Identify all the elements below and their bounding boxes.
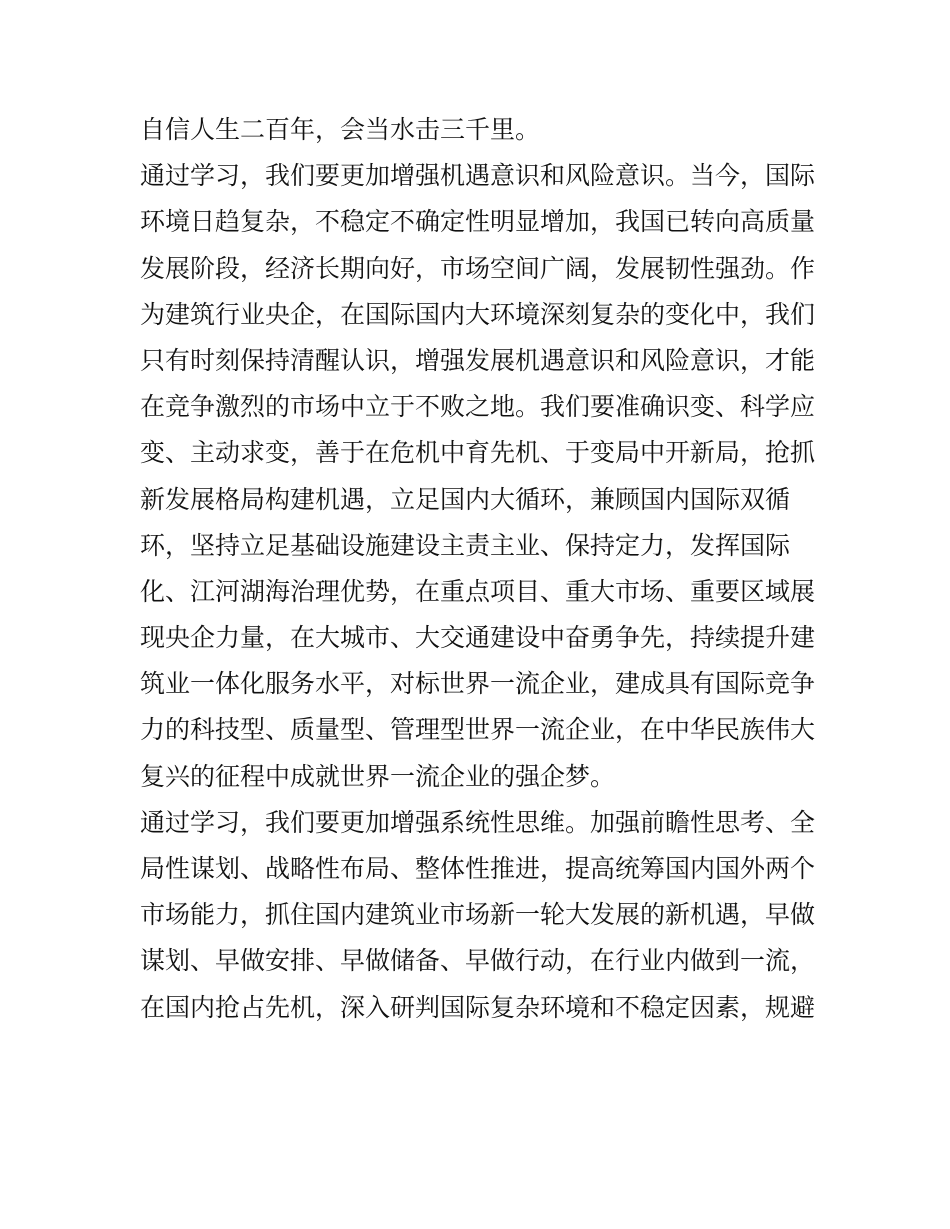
text-line: 新发展格局构建机遇，立足国内大循环，兼顾国内国际双循 (140, 484, 791, 514)
text-line: 发展阶段，经济长期向好，市场空间广阔，发展韧性强劲。作 (140, 253, 816, 283)
text-line: 通过学习，我们要更加增强机遇意识和风险意识。当今，国际 (140, 161, 816, 191)
text-line: 环，坚持立足基础设施建设主责主业、保持定力，发挥国际 (140, 530, 791, 560)
text-line: 局性谋划、战略性布局、整体性推进，提高统筹国内国外两个 (140, 854, 816, 883)
text-line: 筑业一体化服务水平，对标世界一流企业，建成具有国际竞争 (140, 669, 816, 699)
text-line: 在国内抢占先机，深入研判国际复杂环境和不稳定因素，规避 (140, 992, 816, 1022)
body-text (140, 107, 820, 1031)
text-line: 环境日趋复杂，不稳定不确定性明显增加，我国已转向高质量 (140, 207, 816, 237)
text-line: 在竞争激烈的市场中立于不败之地。我们要准确识变、科学应 (140, 392, 816, 422)
text-line: 只有时刻保持清醒认识，增强发展机遇意识和风险意识，才能 (140, 345, 816, 375)
text-line: 谋划、早做安排、早做储备、早做行动，在行业内做到一流， (140, 946, 816, 976)
text-line: 为建筑行业央企，在国际国内大环境深刻复杂的变化中，我们 (140, 299, 816, 329)
text-line: 复兴的征程中成就世界一流企业的强企梦。 (140, 761, 616, 791)
text-line: 力的科技型、质量型、管理型世界一流企业，在中华民族伟大 (140, 715, 816, 745)
text-line: 通过学习，我们要更加增强系统性思维。加强前瞻性思考、全 (140, 807, 816, 837)
text-line: 现央企力量，在大城市、大交通建设中奋勇争先，持续提升建 (140, 623, 816, 653)
text-line: 自信人生二百年，会当水击三千里。 (140, 115, 541, 144)
text-line: 变、主动求变，善于在危机中育先机、于变局中开新局，抢抓 (140, 438, 816, 468)
text-line: 化、江河湖海治理优势，在重点项目、重大市场、重要区域展 (140, 576, 816, 606)
text-line: 市场能力，抓住国内建筑业市场新一轮大发展的新机遇，早做 (140, 900, 816, 930)
